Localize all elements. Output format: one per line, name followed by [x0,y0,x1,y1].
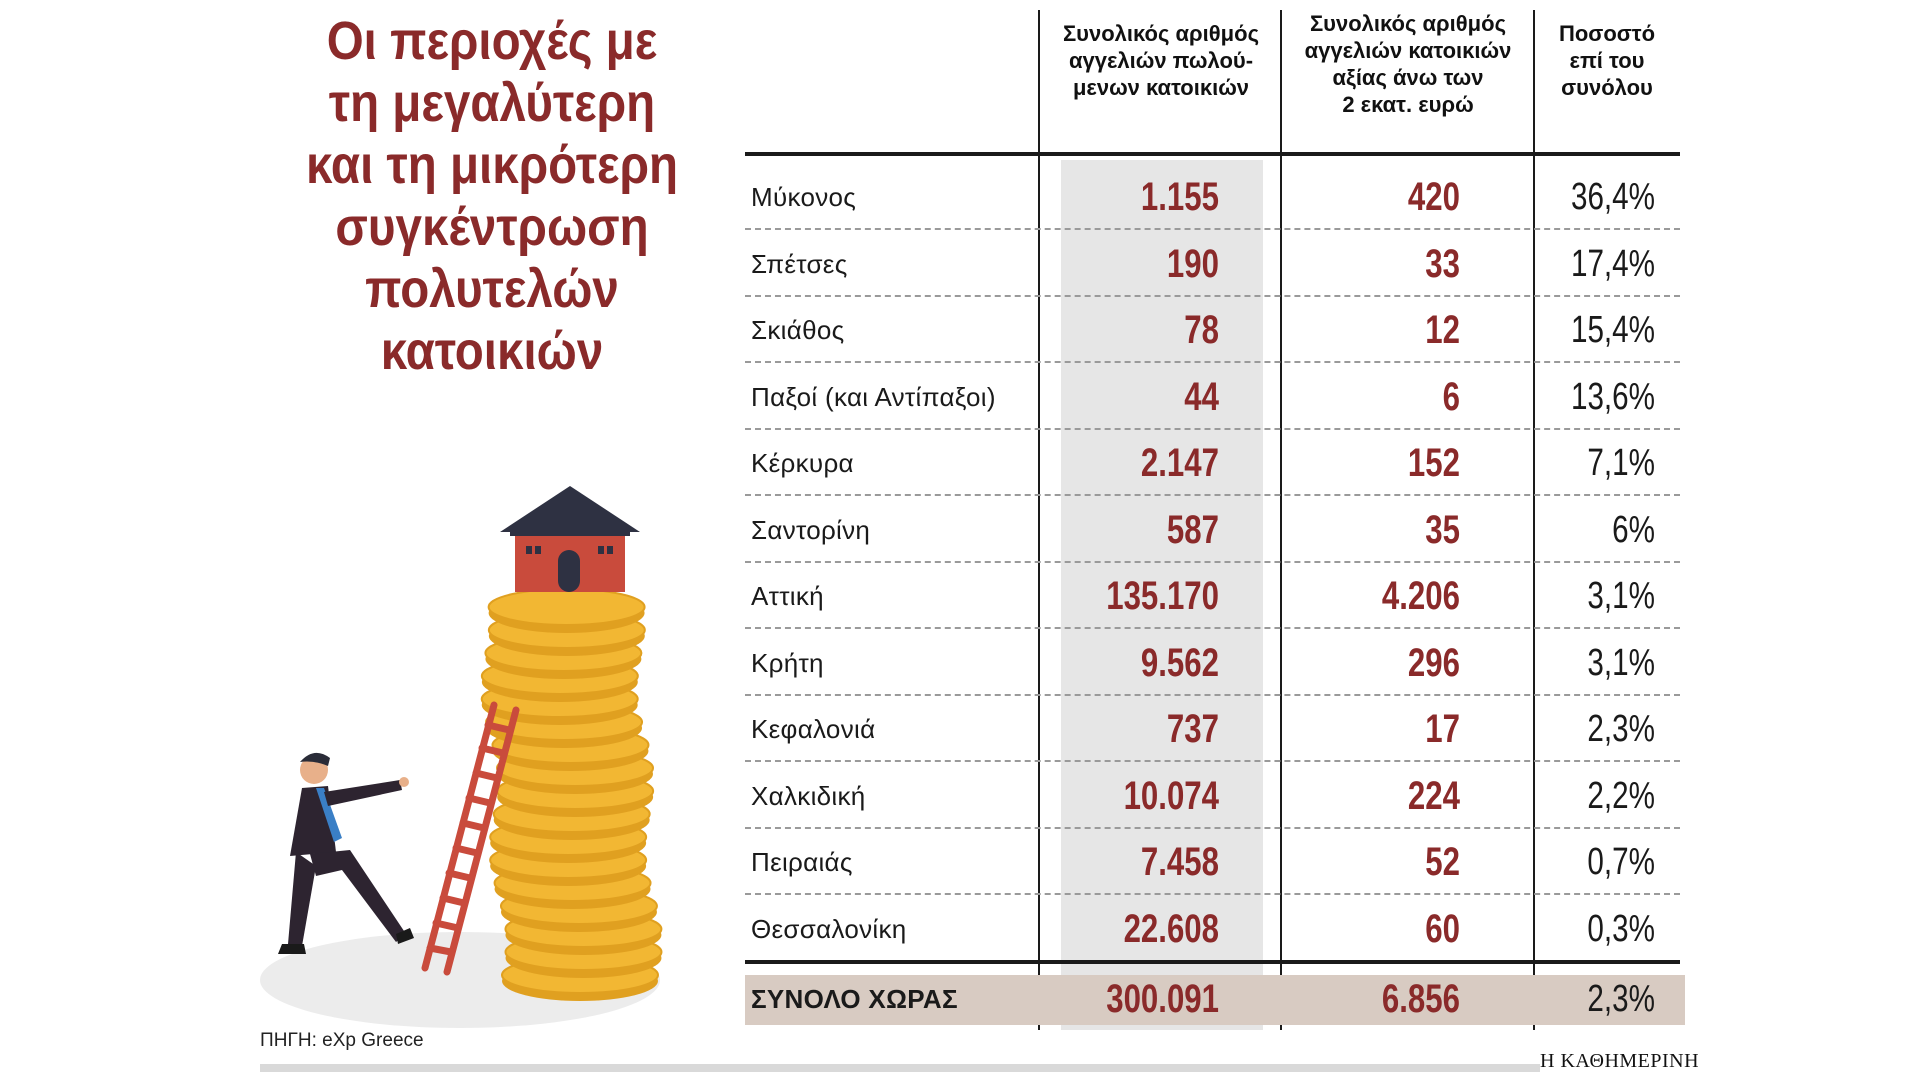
total-row [745,966,1680,1032]
luxury-listing-count: 33 [1425,241,1460,286]
luxury-percent: 13,6% [1570,375,1655,418]
luxury-listing-count: 420 [1407,175,1460,219]
region-name: Πειραιάς [751,847,853,877]
title-line: κατοικιών [380,321,604,381]
listing-count: 587 [1166,507,1219,552]
region-name: Κρήτη [751,647,824,678]
man-climbing-ladder-coin-stack-house-icon [250,470,720,1030]
luxury-listing-count: 4.206 [1381,574,1460,618]
table-row [745,231,1680,297]
header-rule [745,152,1680,156]
coin [489,589,645,625]
listing-count: 1.155 [1140,175,1219,219]
header-line: αγγελιών πωλού- [1068,48,1254,73]
brand-logo: Η ΚΑΘΗΜΕΡΙΝΗ [1540,1050,1700,1072]
listing-count: 44 [1184,374,1219,419]
luxury-percent: 15,4% [1570,309,1655,351]
luxury-percent: 6% [1612,508,1655,551]
region-name: Σαντορίνη [751,514,871,545]
header-line: 2 εκατ. ευρώ [1342,92,1474,117]
source-note: ΠΗΓΗ: eXp Greece [260,1030,424,1051]
table-row [745,430,1680,496]
luxury-percent: 0,3% [1587,907,1655,950]
luxury-listing-count: 60 [1425,906,1460,951]
luxury-percent: 3,1% [1587,641,1655,684]
region-name: Μύκονος [751,182,857,212]
header-line: Συνολικός αριθμός [1062,21,1260,46]
listing-count: 9.562 [1140,640,1219,685]
bottom-rule [260,1064,1540,1072]
table-row [745,497,1680,563]
table-row [745,563,1680,629]
listing-count: 22.608 [1123,906,1219,951]
house-icon [500,486,640,592]
luxury-percent: 2,3% [1587,708,1655,750]
region-name: Σκιάθος [751,315,845,345]
total-label: ΣΥΝΟΛΟ ΧΩΡΑΣ [751,984,958,1014]
header-line: επί του [1569,48,1645,73]
column-header-percent [1537,20,1677,101]
luxury-percent: 17,4% [1570,242,1655,285]
luxury-listing-count: 6 [1442,374,1460,419]
column-header-luxury [1285,10,1531,118]
title-line: πολυτελών [365,259,619,319]
table-row [745,829,1680,895]
title-line: Οι περιοχές με [326,11,658,71]
region-name: Χαλκιδική [751,780,866,811]
listing-count: 78 [1184,308,1219,352]
listing-count: 2.147 [1140,441,1219,485]
table-row [745,364,1680,430]
region-name: Κεφαλονιά [751,714,876,744]
total-percent: 2,3% [1587,978,1655,1020]
luxury-listing-count: 35 [1425,507,1460,552]
table-row [745,763,1680,829]
table-row [745,164,1680,230]
header-line: Συνολικός αριθμός [1309,11,1507,36]
header-line: αξίας άνω των [1332,65,1484,90]
luxury-listing-count: 17 [1425,707,1460,751]
listing-count: 7.458 [1140,840,1219,884]
listing-count: 10.074 [1123,773,1219,818]
data-table [745,0,1685,1030]
title-line: τη μεγαλύτερη [328,73,656,133]
title-line: και τη μικρότερη [305,135,679,195]
total-rule [745,960,1680,964]
luxury-listing-count: 224 [1407,773,1460,818]
header-line: Ποσοστό [1558,21,1656,46]
table-row [745,297,1680,363]
luxury-listing-count: 296 [1407,640,1460,685]
listing-count: 135.170 [1106,574,1219,618]
total-luxury-count: 6.856 [1381,977,1460,1021]
region-name: Θεσσαλονίκη [751,913,907,944]
luxury-percent: 3,1% [1587,575,1655,617]
businessman-icon [278,753,414,954]
luxury-percent: 2,2% [1587,774,1655,817]
region-name: Κέρκυρα [751,448,854,478]
column-header-total [1045,20,1277,101]
table-row [745,630,1680,696]
region-name: Σπέτσες [751,248,848,279]
title-line: συγκέντρωση [335,197,649,257]
total-count: 300.091 [1106,977,1219,1021]
luxury-listing-count: 52 [1425,840,1460,884]
luxury-percent: 7,1% [1587,442,1655,484]
table-row [745,696,1680,762]
listing-count: 190 [1166,241,1219,286]
header-line: μενων κατοικιών [1072,75,1250,100]
luxury-listing-count: 152 [1407,441,1460,485]
luxury-percent: 0,7% [1587,841,1655,883]
region-name: Αττική [751,581,824,611]
luxury-percent: 36,4% [1570,176,1655,218]
region-name: Παξοί (και Αντίπαξοι) [751,381,996,412]
luxury-listing-count: 12 [1425,308,1460,352]
chart-title [290,10,695,382]
listing-count: 737 [1166,707,1219,751]
header-line: αγγελιών κατοικιών [1304,38,1512,63]
table-row [745,896,1680,962]
header-line: συνόλου [1561,75,1653,100]
